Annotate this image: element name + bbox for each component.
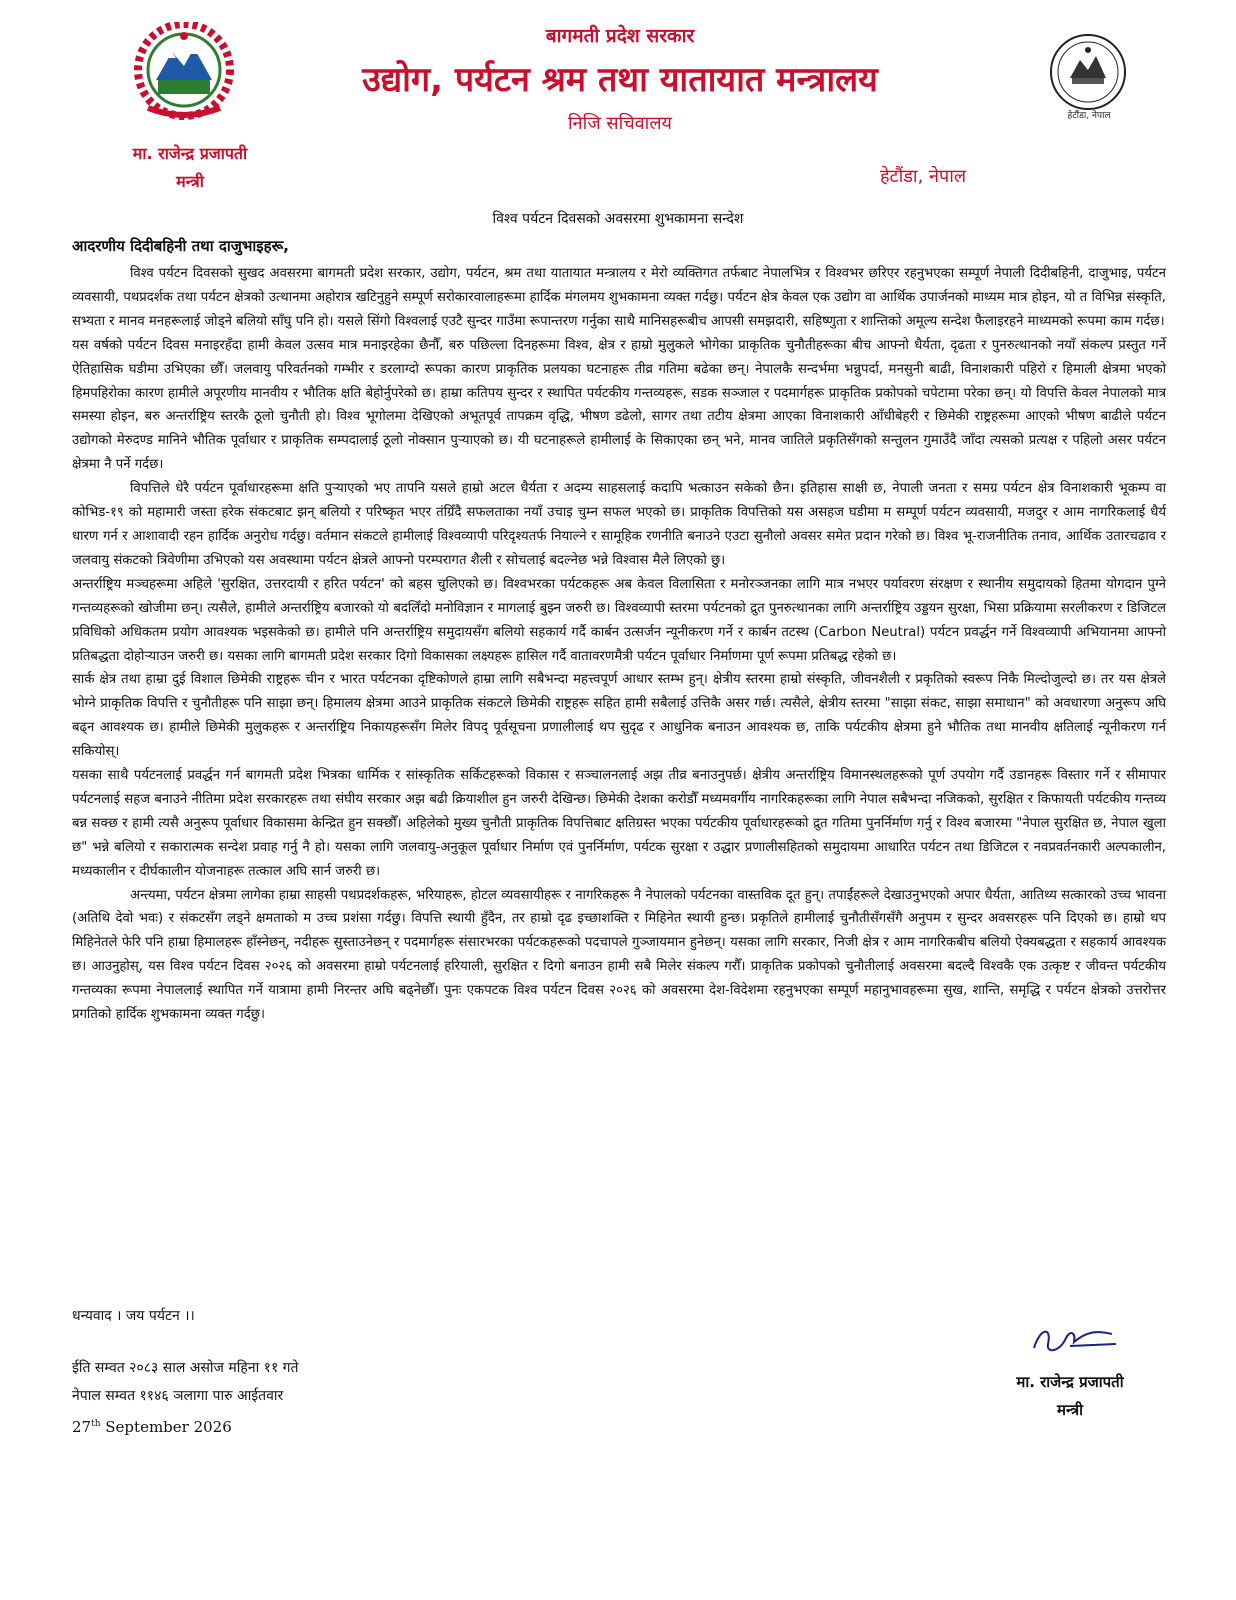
letter-body [72, 262, 1166, 1027]
paragraph: यस वर्षको पर्यटन दिवस मनाइरहँदा हामी केवल उत्सव मात्र मनाइरहेका छैनौँ, बरु पछिल्ला दिनहरूमा विश्व, क्षेत्र र हाम्रो मुलुकले भोगेका प्राकृतिक चुनौतीहरूका बीच आफ्नो धैर्यता, दृढता र पुनरुत्थानको नयाँ संकल्प प्रस्तुत गर्ने ऐतिहासिक घडीमा उभिएका छौँ। जलवायु परिवर्तनको गम्भीर र डरलाग्दो रूपका कारण प्राकृतिक प्रलयका घटनाहरू तीव्र गतिमा बढेका छन्। नेपालकै सन्दर्भमा भन्नुपर्दा, मनसुनी बाढी, विनाशकारी पहिरो र हिमाली क्षेत्रमा भएको हिमपहिरोका कारण हामीले अपूरणीय मानवीय र भौतिक क्षति बेहोर्नुपरेको छ। हाम्रा कतिपय सुन्दर र स्थापित पर्यटकीय गन्तव्यहरू, सडक सञ्जाल र पदमार्गहरू प्राकृतिक प्रकोपको चपेटामा परेका छन्। यो विपत्ति केवल नेपालको मात्र समस्या होइन, बरु अन्तर्राष्ट्रिय स्तरकै ठूलो चुनौती हो। विश्व भूगोलमा देखिएको अभूतपूर्व तापक्रम वृद्धि, भीषण डढेलो, सागर तथा तटीय क्षेत्रमा आएका विनाशकारी आँधीबेहरी र छिमेकी राष्ट्रहरूमा आएको भीषण बाढीले पर्यटन उद्योगको मेरुदण्ड मानिने भौतिक पूर्वाधार र प्राकृतिक सम्पदालाई ठूलो नोक्सान पुर्‍याएको छ। यी घटनाहरूले हामीलाई के सिकाएका छन् भने, मानव जातिले प्रकृतिसँगको सन्तुलन गुमाउँदै जाँदा त्यसको प्रत्यक्ष र पहिलो असर पर्यटन क्षेत्रमा नै पर्ने गर्दछ। [72, 337, 1166, 473]
closing-line: धन्यवाद । जय पर्यटन ।। [72, 1308, 195, 1324]
paragraph: अन्तर्राष्ट्रिय मञ्चहरूमा अहिले 'सुरक्षित, उत्तरदायी र हरित पर्यटन' को बहस चुलिएको छ। विश्वभरका पर्यटकहरू अब केवल विलासिता र मनोरञ्जनका लागि मात्र नभएर पर्यावरण संरक्षण र स्थानीय समुदायको हितमा योगदान पुग्ने गन्तव्यहरूको खोजीमा छन्। त्यसैले, हामीले अन्तर्राष्ट्रिय बजारको यो बदलिँदो मनोविज्ञान र मागलाई बुझ्न जरुरी छ। विश्वव्यापी स्तरमा पर्यटनको द्रुत पुनरुत्थानका लागि अन्तर्राष्ट्रिय उड्डयन सुरक्षा, भिसा प्रक्रियामा सरलीकरण र डिजिटल प्रविधिको अधिकतम प्रयोग आवश्यक भइसकेको छ। हामीले पनि अन्तर्राष्ट्रिय समुदायसँग बलियो सहकार्य गर्दै कार्बन उत्सर्जन न्यूनीकरण गर्ने र कार्बन तटस्थ (Carbon Neutral) पर्यटन प्रवर्द्धन गर्ने विश्वव्यापी अभियानमा आफ्नो प्रतिबद्धता दोहोऱ्याउन जरुरी छ। यसका लागि बागमती प्रदेश सरकार दिगो विकासका लक्ष्यहरू हासिल गर्दै वातावरणमैत्री पर्यटन पूर्वाधार निर्माणमा पूर्ण रूपमा प्रतिबद्ध रहेको छ। [72, 576, 1166, 664]
date-day: 27 [72, 1418, 92, 1436]
ministry-seal-icon [1048, 32, 1128, 112]
signatory-title: मन्त्री [1056, 1401, 1083, 1419]
paragraph: अन्त्यमा, पर्यटन क्षेत्रमा लागेका हाम्रा साहसी पथप्रदर्शकहरू, भरियाहरू, होटल व्यवसायीहरू र नागरिकहरू नै नेपालको पर्यटनका वास्तविक दूत हुन्। तपाईंहरूले देखाउनुभएको अपार धैर्यता, आतिथ्य सत्कारको उच्च भावना (अतिथि देवो भवः) र संकटसँग लड्ने क्षमताको म उच्च प्रशंसा गर्दछु। विपत्ति स्थायी हुँदैन, तर हाम्रो दृढ इच्छाशक्ति र मिहिनेत स्थायी हुन्छ। प्रकृतिले हामीलाई चुनौतीसँगसँगै अनुपम र सुन्दर अवसरहरू पनि दिएको छ। हाम्रो थप मिहिनेतले फेरि पनि हाम्रा हिमालहरू हाँस्नेछन्, नदीहरू सुस्ताउनेछन् र पदमार्गहरू संसारभरका पर्यटकहरूको पदचापले गुञ्जायमान हुनेछन्। यसका लागि सरकार, निजी क्षेत्र र आम नागरिकबीच बलियो ऐक्यबद्धता र सहकार्य आवश्यक छ। आउनुहोस्, यस विश्व पर्यटन दिवस २०२६ को अवसरमा हाम्रो पर्यटनलाई हरियाली, सुरक्षित र दिगो बनाउन हामी सबै मिलेर संकल्प गरौँ। प्राकृतिक प्रकोपको चुनौतीलाई अवसरमा बदल्दै विश्वकै एक उत्कृष्ट र जीवन्त पर्यटकीय गन्तव्यका रूपमा नेपाललाई स्थापित गर्ने यात्रामा हामी निरन्तर अघि बढ्नेछौँ। पुनः एकपटक विश्व पर्यटन दिवस २०२६ को अवसरमा देश-विदेशमा रहनुभएका सम्पूर्ण महानुभावहरूमा सुख, शान्ति, समृद्धि र पर्यटन क्षेत्रको उत्तरोत्तर प्रगतिको हार्दिक शुभकामना व्यक्त गर्दछु। [72, 887, 1166, 1023]
date-month-year: September 2026 [100, 1418, 232, 1436]
minister-name-left: मा. राजेन्द्र प्रजापती [132, 144, 248, 163]
date-block [72, 1354, 299, 1441]
minister-title-left: मन्त्री [176, 172, 204, 191]
office-name: निजि सचिवालय [568, 113, 672, 134]
paragraph: विश्व पर्यटन दिवसको सुखद अवसरमा बागमती प्रदेश सरकार, उद्योग, पर्यटन, श्रम तथा यातायात मन्त्रालय र मेरो व्यक्तिगत तर्फबाट नेपालभित्र र विश्वभर छरिएर रहनुभएका सम्पूर्ण नेपाली दिदीबहिनी, दाजुभाइ, पर्यटन व्यवसायी, पथप्रदर्शक तथा पर्यटन क्षेत्रको उत्थानमा अहोरात्र खटिनुहुने सम्पूर्ण सरोकारवालाहरूमा हार्दिक मंगलमय शुभकामना व्यक्त गर्दछु। पर्यटन क्षेत्र केवल एक उद्योग वा आर्थिक उपार्जनको माध्यम मात्र होइन, यो त विभिन्न संस्कृति, सभ्यता र मानव मनहरूलाई जोड्ने बलियो साँघु पनि हो। यसले सिंगो विश्वलाई एउटै सुन्दर गाउँमा रूपान्तरण गर्नुका साथै मानिसहरूबीच आपसी समझदारी, सहिष्णुता र शान्तिको अमूल्य सन्देश फैलाइरहने माध्यमको रूपमा काम गर्दछ। [72, 266, 1166, 329]
paragraph: विपत्तिले धेरै पर्यटन पूर्वाधारहरूमा क्षति पुर्‍याएको भए तापनि यसले हाम्रो अटल धैर्यता र अदम्य साहसलाई कदापि भत्काउन सकेको छैन। इतिहास साक्षी छ, नेपाली जनता र समग्र पर्यटन क्षेत्र विनाशकारी भूकम्प वा कोभिड-१९ को महामारी जस्ता हरेक संकटबाट झन् बलियो र परिष्कृत भएर तंग्रिँदै सफलताका नयाँ उचाइ चुम्न सफल भएको छ। प्राकृतिक विपत्तिको यस असहज घडीमा म सम्पूर्ण पर्यटन व्यवसायी, मजदुर र आम नागरिकलाई धैर्य धारण गर्न र आशावादी रहन हार्दिक अनुरोध गर्दछु। वर्तमान संकटले हामीलाई विश्वव्यापी परिदृश्यतर्फ नियाल्ने र सामूहिक रणनीति बनाउने एउटा सुनौलो अवसर समेत प्रदान गरेको छ। विश्व भू-राजनीतिक तनाव, आर्थिक उतारचढाव र जलवायु संकटको त्रिवेणीमा उभिएको यस अवस्थामा पर्यटन क्षेत्रले आफ्नो परम्परागत शैली र सोचलाई बदल्नेछ भन्ने विश्वास मैले लिएको छु। [72, 481, 1166, 568]
signature-icon [1026, 1318, 1122, 1360]
date-bikram-sambat: ईति सम्वत २०८३ साल असोज महिना ११ गते [72, 1360, 299, 1376]
city-name: हेटौंडा, नेपाल [880, 166, 967, 187]
seal-caption: हेटौंडा, नेपाल [1067, 111, 1111, 121]
signatory-block [990, 1368, 1150, 1424]
letter-subject: विश्व पर्यटन दिवसको अवसरमा शुभकामना सन्देश [492, 211, 744, 227]
letterhead [0, 0, 1236, 200]
paragraph: यसका साथै पर्यटनलाई प्रवर्द्धन गर्न बागमती प्रदेश भित्रका धार्मिक र सांस्कृतिक सर्किटहरूको विकास र सञ्चालनलाई अझ तीव्र बनाउनुपर्छ। क्षेत्रीय अन्तर्राष्ट्रिय विमानस्थलहरूको पूर्ण उपयोग गर्दै उडानहरू विस्तार गर्ने र सीमापार पर्यटनलाई सहज बनाउने नीतिमा प्रदेश सरकारहरू तथा संघीय सरकार अझ बढी क्रियाशील हुन जरुरी देखिन्छ। छिमेकी देशका करोडौँ मध्यमवर्गीय नागरिकहरूका लागि नेपाल सबैभन्दा नजिकको, सुरक्षित र किफायती पर्यटकीय गन्तव्य बन्न सक्छ र हामी त्यसै अनुरूप पूर्वाधार विकासमा केन्द्रित हुन सक्छौँ। अहिलेको मुख्य चुनौती प्राकृतिक विपत्तिबाट क्षतिग्रस्त भएका पर्यटकीय पूर्वाधारहरूको द्रुत गतिमा पुनर्निर्माण गर्नु र विश्व बजारमा "नेपाल सुरक्षित छ, नेपाल खुला छ" भन्ने बलियो र सकारात्मक सन्देश प्रवाह गर्नु नै हो। यसका लागि जलवायु-अनुकूल पूर्वाधार निर्माण एवं पुनर्निर्माण, पर्यटक सुरक्षा र उद्धार प्रणालीसहितको समुदायमा आधारित पर्यटन तथा डिजिटल र नवप्रवर्तनकारी अल्पकालीन, मध्यकालीन र दीर्घकालीन योजनाहरू तत्काल अघि सार्न जरुरी छ। [72, 768, 1166, 879]
date-english [72, 1410, 299, 1441]
government-name: बागमती प्रदेश सरकार [545, 25, 695, 47]
nepal-emblem-icon [128, 22, 240, 122]
minister-block-left [95, 140, 285, 196]
signatory-name: मा. राजेन्द्र प्रजापती [1016, 1373, 1124, 1391]
letterhead-center [290, 22, 950, 138]
ministry-name: उद्योग, पर्यटन श्रम तथा यातायात मन्त्रालय [362, 60, 878, 100]
date-nepal-sambat: नेपाल सम्वत ११४६ ञलागा पारु आईतवार [72, 1388, 284, 1404]
letter-salutation: आदरणीय दिदीबहिनी तथा दाजुभाइहरू, [72, 237, 289, 255]
date-ordinal: th [91, 1419, 101, 1429]
paragraph: सार्क क्षेत्र तथा हाम्रा दुई विशाल छिमेकी राष्ट्रहरू चीन र भारत पर्यटनका दृष्टिकोणले हाम्रा लागि सबैभन्दा महत्त्वपूर्ण आधार स्तम्भ हुन्। क्षेत्रीय स्तरमा हाम्रो संस्कृति, जीवनशैली र प्रकृतिको स्वरूप निकै मिल्दोजुल्दो छ। तर यस क्षेत्रले भोग्ने प्राकृतिक विपत्ति र चुनौतीहरू पनि साझा छन्। हिमालय क्षेत्रमा आउने प्राकृतिक संकटले छिमेकी राष्ट्रहरू सहित हामी सबैलाई उत्तिकै असर गर्छ। त्यसैले, क्षेत्रीय स्तरमा "साझा संकट, साझा समाधान" को अवधारणा अनुरूप अघि बढ्न आवश्यक छ। हामीले छिमेकी मुलुकहरू र अन्तर्राष्ट्रिय निकायहरूसँग मिलेर विपद् पूर्वसूचना प्रणालीलाई थप सुदृढ र आधुनिक बनाउन आवश्यक छ, ताकि पर्यटकीय क्षेत्रमा हुने भौतिक तथा मानवीय क्षतिलाई न्यूनीकरण गर्न सकियोस्। [72, 672, 1166, 760]
